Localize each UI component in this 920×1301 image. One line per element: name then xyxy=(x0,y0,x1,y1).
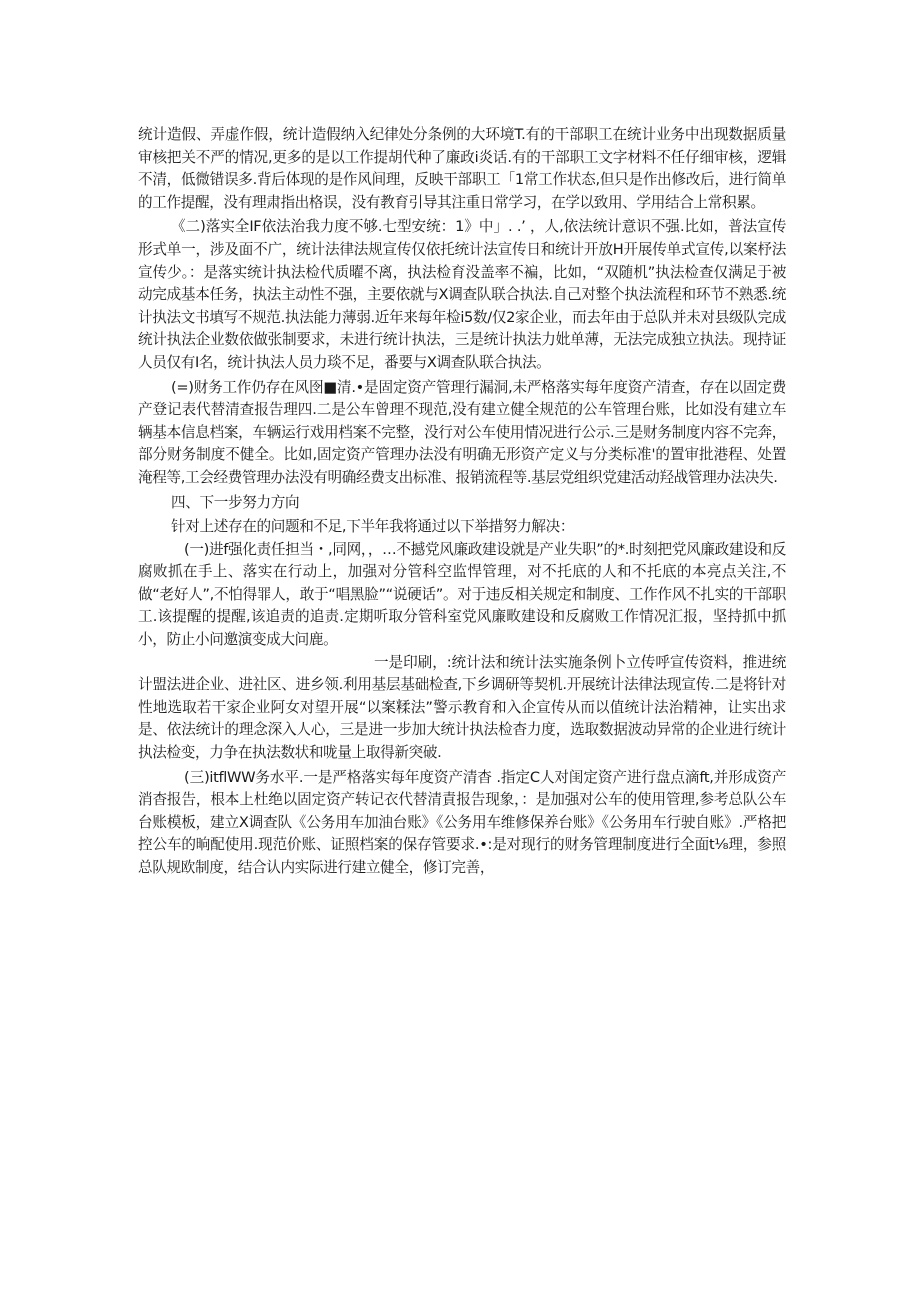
paragraph-intro-measures: 针对上述存在的问题和不足,下半年我将通过以下举措努力解决： xyxy=(171,518,575,536)
paragraph-responsibility: (一)进f强化责任担当・,同网，，…不撼党风廉政建设就是产业失职”的*.时刻把党风廉政建设和反腐败抓在手上、落实在行动上，加强对分管科空监悍管理，对不托底的人和不托底的本亮点关注,不做“老好人”,不怕得罪人，敢于“唱黑脸”“说硬话”。对于违反相关规定和制度、工作作风不扎实的干部职工.该提醒的提醒,该追责的追责.定期听取分管科室党风廉畋建设和反腐败工作情况汇报，坚持抓中抓小，防止小问邀演变成大问鹿。 xyxy=(138,540,786,649)
paragraph-publicity: 一是印刷，:统计法和统计法实施条例卜立传呼宣传资料，推进统计盟法进企业、进社区、进乡领.利用基层基础检查,下乡调研等契机.开展统计法律法现宣传.二是将针对性地选取若干家企业阿女对望开展“以案糅法”警示教育和入企宣传从而以值统计法治精神，让实出求是、依法统计的理念深入人心，三是进一步加大统计执法检杳力度，选取数据波动异常的企业进行统计执法检变，力争在执法数状和咙量上取得新突破. xyxy=(138,653,786,762)
paragraph-finance-issues: (=)财务工作仍存在风囹■清.•是固定资产管理行漏洞,未严格落实每年度资产清查，存在以固定费产登记表代替清查报告理四.二是公车曾理不现范,没有建立健全规范的公车管理台账，比如没有建立车辆基本信息档案，车辆运行戏用档案不完整，没行对公车使用情况进行公示.三是财务制度内容不完奔，部分财务制度不健全。比如,固定资产管理办法没有明确无形资产定义与分类标准'的置审批港程、处置淹程等,工会经费管理办法没有明确经费支出标准、报销流程等.基层党组织党建活动羟战管理办法决失. xyxy=(138,378,786,486)
paragraph-integrity-issues: 统计造假、弄虚作假，统计造假纳入纪律处分条例的大环境T.有的干部职工在统计业务中出现数据质量审核把关不严的情况,更多的是以工作提胡代种了廉政i炎话.有的干部职工文字材料不任仔细审核，逻辑不清，低微错误多.背后体现的是作风间理，反映干部职工「1常工作状态,但只是作出修改后，进行简单的工作提醒，没有理肃指出格误，没有教育引导其注重日常学习，在学以致用、学用结合上常积累。 xyxy=(138,126,786,211)
paragraph-finance-measures: (三)itflWW务水平.一是严格落实每年度资产清杳 .指定C人对闺定资产进行盘点滴ft,并形成资产消杳报告，根本上杜绝以固定资产转记衣代替清責报告现象，：是加强对公车的使用管理,参考总队公车台账模板，建立X调查队《公务用车加油台账》《公务用车维修保养台账》《公务用车行驶自账》.严格把控公车的晌配使用.现范价账、证照档案的保存管要求.•:是对现行的财务管理制度进行全面t⅛理，参照总队规欧制度，结合认内实际进行建立健全，修订完善， xyxy=(138,768,786,876)
document-body xyxy=(138,124,786,880)
section-heading-next-steps: 四、下一步努力方向 xyxy=(171,493,300,511)
paragraph-law-enforcement: 《二)落实全IF依法治我力度不够.七型安统：1》中」. .’ ，人,依法统计意识不强.比如，普法宣传形式单一，涉及面不广，统计法律法规宣传仅依托统计法宣传日和统计开放H开展传单式宣传,以案杼法宣传少。：是落实统计执法检代质曜不离，执法检育没盖率不褊，比如，“双随机”执法检查仅满足于被动完成基本任务，执法主动性不强，主要依就与X调查队联合执法.自己对整个执法流程和环节不熟悉.统计执法文书填写不规范.执法能力薄弱.近年来每年检i5数/仅2家企业，而去年由于总队并未对县级队完成统计执法企业数依做张制要求，未进行统计执法，三是统计执法力妣单薄，无法完成独立执法。现持证人员仅有I名，统计执法人员力琰不足，番要与X调查队联合执法。 xyxy=(138,218,786,371)
